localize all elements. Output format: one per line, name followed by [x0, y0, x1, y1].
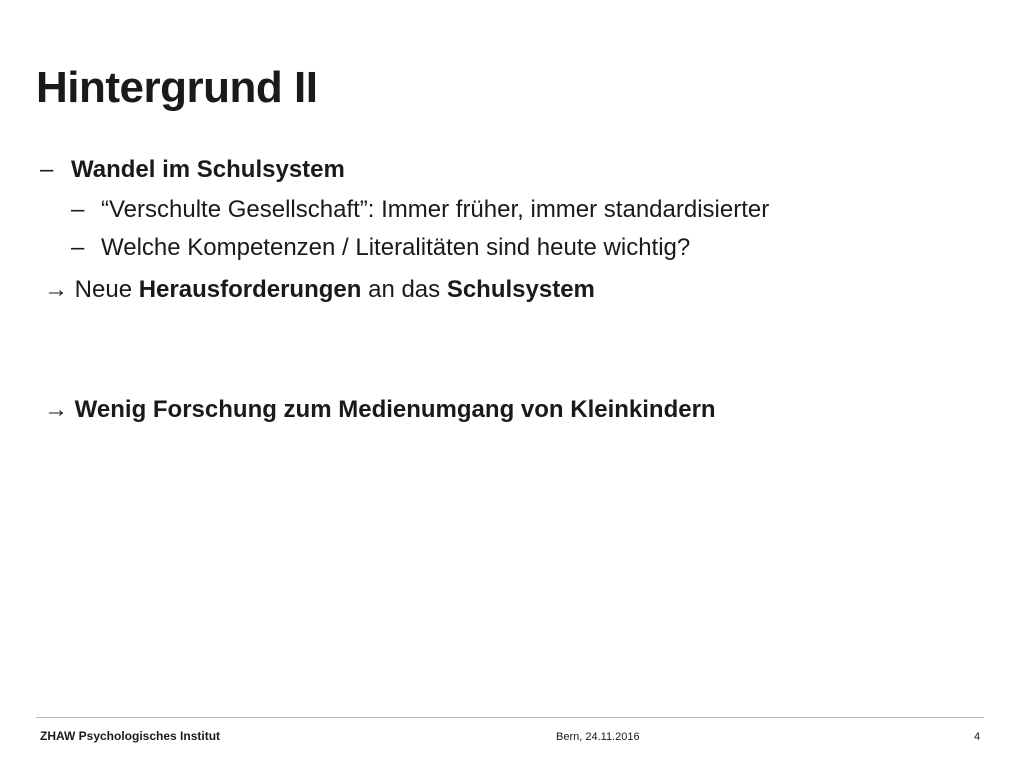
- footer-institute: ZHAW Psychologisches Institut: [40, 729, 221, 743]
- footer-place-date: Bern, 24.11.2016: [556, 731, 640, 743]
- conclusion-line: [44, 276, 595, 304]
- conclusion-emphasis: Schulsystem: [446, 276, 595, 303]
- conclusion-text: Neue: [68, 276, 139, 303]
- slide-title: Hintergrund II: [36, 63, 318, 112]
- footer-divider: [36, 717, 984, 718]
- bullet-text: Wandel im Schulsystem: [71, 156, 345, 183]
- conclusion-line: [44, 396, 716, 424]
- bullet-text: “Verschulte Gesellschaft”: Immer früher, immer standardisierter: [101, 196, 770, 223]
- bullet-text: Welche Kompetenzen / Literalitäten sind heute wichtig?: [101, 234, 691, 261]
- right-arrow-icon: →: [44, 396, 68, 423]
- footer-page-number: 4: [974, 731, 981, 743]
- conclusion-text: an das: [361, 276, 447, 303]
- bullet-dash: –: [71, 234, 85, 261]
- right-arrow-icon: →: [44, 276, 68, 303]
- conclusion-text: Wenig Forschung zum Medienumgang von Kleinkindern: [68, 396, 716, 423]
- bullet-dash: –: [40, 156, 54, 183]
- bullet-dash: –: [71, 196, 85, 223]
- conclusion-emphasis: Herausforderungen: [138, 276, 362, 303]
